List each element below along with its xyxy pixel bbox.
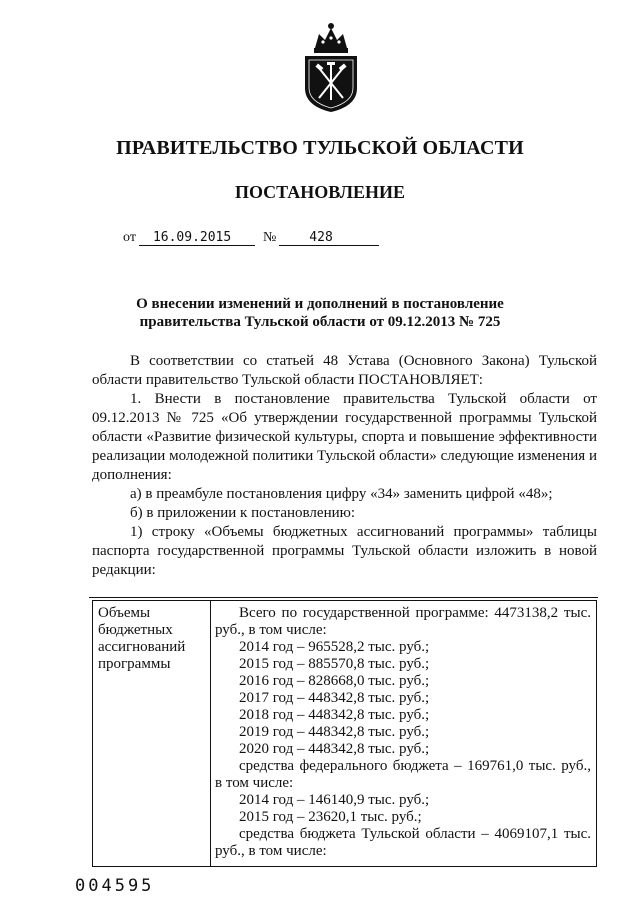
- number-value: 428: [279, 230, 379, 246]
- body-text: [92, 352, 597, 580]
- year-line: 2020 год – 448342,8 тыс. руб.;: [239, 741, 430, 757]
- table-top-rule: [89, 597, 598, 598]
- year-line: 2016 год – 828668,0 тыс. руб.;: [239, 673, 430, 689]
- government-title: ПРАВИТЕЛЬСТВО ТУЛЬСКОЙ ОБЛАСТИ: [116, 137, 524, 159]
- table-row: [93, 601, 597, 867]
- paragraph-4: б) в приложении к постановлению:: [130, 505, 356, 521]
- document-type: ПОСТАНОВЛЕНИЕ: [234, 182, 406, 202]
- year-line: 2015 год – 885570,8 тыс. руб.;: [239, 656, 430, 672]
- paragraph-2: 1. Внести в постановление правительства Тульской области от 09.12.2013 № 725 «Об утверждении государственной программы Тульской области «Развитие физической культуры, спорта и повышение эффективности реализации молодежной политики Тульской области» следующие изменения и дополнения:: [92, 391, 597, 483]
- federal-year-line: 2015 год – 23620,1 тыс. руб.;: [239, 809, 422, 825]
- federal-line: средства федерального бюджета – 169761,0 тыс. руб., в том числе:: [215, 758, 591, 791]
- regional-line: средства бюджета Тульской области – 4069107,1 тыс. руб., в том числе:: [215, 826, 591, 859]
- year-line: 2019 год – 448342,8 тыс. руб.;: [239, 724, 430, 740]
- paragraph-1-line-1: В соответствии со статьей 48 Устава (Основного Закона) Тульской: [130, 353, 597, 369]
- federal-year-line: 2014 год – 146140,9 тыс. руб.;: [239, 792, 430, 808]
- total-line: Всего по государственной программе: 4473138,2 тыс. руб., в том числе:: [215, 605, 591, 638]
- subject-line-1: О внесении изменений и дополнений в постановление: [136, 296, 504, 312]
- date-label: от: [123, 230, 136, 245]
- row-label: Объемы бюджетных ассигнований программы: [93, 601, 211, 867]
- date-value: 16.09.2015: [139, 230, 255, 246]
- row-content: [211, 601, 597, 867]
- form-serial-number: 004595: [75, 876, 155, 896]
- passport-table: [92, 600, 597, 867]
- document-subject: [0, 295, 640, 331]
- paragraph-5: 1) строку «Объемы бюджетных ассигнований программы» таблицы паспорта государственной программы Тульской области изложить в новой редакции:: [92, 524, 597, 578]
- number-label: №: [262, 230, 277, 245]
- coat-of-arms-icon: [301, 22, 361, 114]
- year-line: 2017 год – 448342,8 тыс. руб.;: [239, 690, 430, 706]
- paragraph-1-line-2: области правительство Тульской области ПОСТАНОВЛЯЕТ:: [92, 372, 483, 388]
- year-line: 2014 год – 965528,2 тыс. руб.;: [239, 639, 430, 655]
- subject-line-2: правительства Тульской области от 09.12.2013 № 725: [139, 314, 501, 330]
- date-number-line: [120, 230, 379, 246]
- year-line: 2018 год – 448342,8 тыс. руб.;: [239, 707, 430, 723]
- paragraph-3: а) в преамбуле постановления цифру «34» заменить цифрой «48»;: [130, 486, 553, 502]
